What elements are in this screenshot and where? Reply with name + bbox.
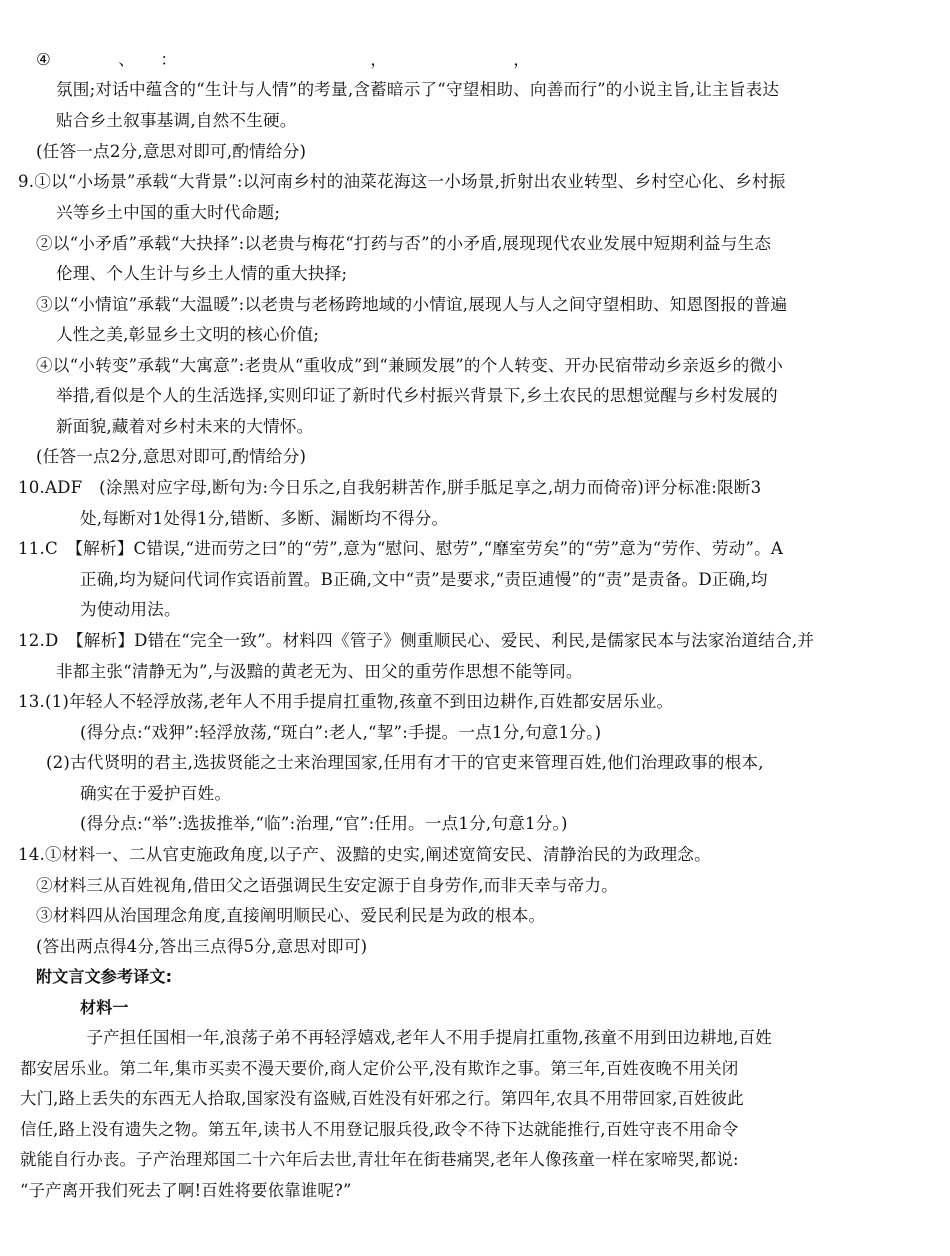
text-line: ③材料四从治国理念角度,直接阐明顺民心、爱民利民是为政的根本。 bbox=[36, 906, 546, 925]
translation-line: 就能自行办丧。子产治理郑国二十六年后去世,青壮年在街巷痛哭,老年人像孩童一样在家啼哭,都说: bbox=[20, 1150, 739, 1169]
text-line: 举措,看似是个人的生活选择,实则印证了新时代乡村振兴背景下,乡土农民的思想觉醒与乡村发展的 bbox=[56, 386, 778, 405]
translation-line: 子产担任国相一年,浪荡子弟不再轻浮嬉戏,老年人不用手提肩扛重物,孩童不用到田边耕地,百姓 bbox=[70, 1028, 772, 1047]
answer-14: 14.①材料一、二从官吏施政角度,以子产、汲黯的史实,阐述宽简安民、清静治民的为政理念。 bbox=[18, 845, 711, 864]
text-line: 非都主张“清静无为”,与汲黯的黄老无为、田父的重劳作思想不能等同。 bbox=[56, 662, 583, 681]
text-line: (得分点:“戏狎”:轻浮放荡,“斑白”:老人,“挈”:手提。一点1分,句意1分。) bbox=[80, 723, 602, 742]
material-one-heading: 材料一 bbox=[80, 998, 129, 1017]
answer-12: 12.D 【解析】D错在“完全一致”。材料四《管子》侧重顺民心、爱民、利民,是儒家民本与法家治道结合,并 bbox=[18, 631, 815, 650]
text-line: 贴合乡土叙事基调,自然不生硬。 bbox=[56, 111, 297, 130]
text-line: 人性之美,彰显乡土文明的核心价值; bbox=[56, 325, 320, 344]
text-line: ②材料三从百姓视角,借田父之语强调民生安定源于自身劳作,而非天幸与帝力。 bbox=[36, 876, 618, 895]
text-line: (任答一点2分,意思对即可,酌情给分) bbox=[36, 447, 307, 466]
answer-13: 13.(1)年轻人不轻浮放荡,老年人不用手提肩扛重物,孩童不到田边耕作,百姓都安居乐业。 bbox=[18, 692, 674, 711]
text-line: 确实在于爱护百姓。 bbox=[80, 784, 232, 803]
text-line: (答出两点得4分,答出三点得5分,意思对即可) bbox=[36, 937, 368, 956]
translation-line: 信任,路上没有遗失之物。第五年,读书人不用登记服兵役,政令不待下达就能推行,百姓守丧不用命令 bbox=[20, 1120, 739, 1139]
text-line: ④ 、 ： ， ， bbox=[36, 50, 530, 69]
text-line: 为使动用法。 bbox=[80, 600, 181, 619]
answer-9: 9.①以“小场景”承载“大背景”:以河南乡村的油菜花海这一小场景,折射出农业转型、乡村空心化、乡村振 bbox=[18, 172, 786, 191]
translation-heading: 附文言文参考译文: bbox=[36, 967, 173, 986]
text-line: ③以“小情谊”承载“大温暖”:以老贵与老杨跨地域的小情谊,展现人与人之间守望相助、知恩图报的普遍 bbox=[36, 295, 788, 314]
text-line: 氛围;对话中蕴含的“生计与人情”的考量,含蓄暗示了“守望相助、向善而行”的小说主旨,让主旨表达 bbox=[56, 80, 780, 99]
translation-line: “子产离开我们死去了啊!百姓将要依靠谁呢?” bbox=[20, 1181, 352, 1200]
text-line: 处,每断对1处得1分,错断、多断、漏断均不得分。 bbox=[80, 509, 449, 528]
text-line: (2)古代贤明的君主,选拔贤能之士来治理国家,任用有才干的官吏来管理百姓,他们治理政事的根本, bbox=[46, 753, 764, 772]
text-line: 正确,均为疑问代词作宾语前置。B正确,文中“责”是要求,“责臣逋慢”的“责”是责备。D正确,均 bbox=[80, 570, 768, 589]
translation-line: 大门,路上丢失的东西无人拾取,国家没有盗贼,百姓没有奸邪之行。第四年,农具不用带回家,百姓彼此 bbox=[20, 1089, 744, 1108]
text-line: 兴等乡土中国的重大时代命题; bbox=[56, 203, 281, 222]
text-line: (得分点:“举”:选拔推举,“临”:治理,“官”:任用。一点1分,句意1分。) bbox=[80, 814, 568, 833]
text-line: 伦理、个人生计与乡土人情的重大抉择; bbox=[56, 264, 348, 283]
text-line: (任答一点2分,意思对即可,酌情给分) bbox=[36, 142, 307, 161]
translation-line: 都安居乐业。第二年,集市买卖不漫天要价,商人定价公平,没有欺诈之事。第三年,百姓夜晚不用关闭 bbox=[20, 1059, 739, 1078]
text-line: ②以“小矛盾”承载“大抉择”:以老贵与梅花“打药与否”的小矛盾,展现现代农业发展中短期利益与生态 bbox=[36, 234, 772, 253]
text-line: ④以“小转变”承载“大寓意”:老贵从“重收成”到“兼顾发展”的个人转变、开办民宿带动乡亲返乡的微小 bbox=[36, 356, 784, 375]
text-line: 新面貌,藏着对乡村未来的大情怀。 bbox=[56, 417, 314, 436]
answer-10: 10.ADF (涂黑对应字母,断句为:今日乐之,自我躬耕苦作,胼手胝足享之,胡力而倚帝)评分标准:限断3 bbox=[18, 478, 762, 497]
answer-11: 11.C 【解析】C错误,“进而劳之曰”的“劳”,意为“慰问、慰劳”,“靡室劳矣”的“劳”意为“劳作、劳动”。A bbox=[18, 539, 784, 558]
